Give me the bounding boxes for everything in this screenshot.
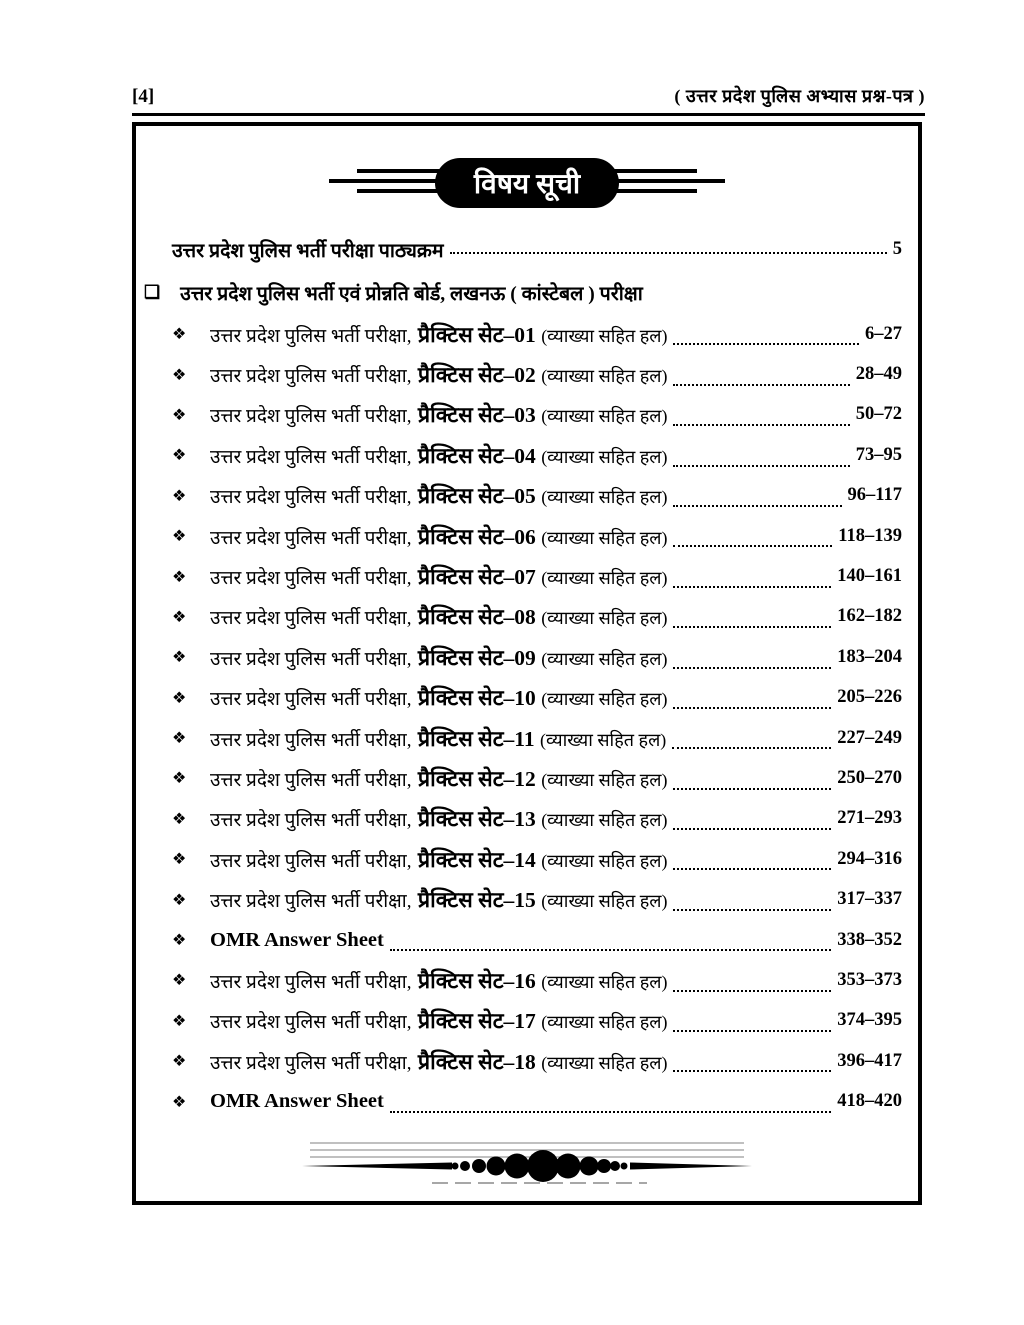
diamond-bullet-icon: ❖ (172, 730, 187, 748)
toc-entry-set-label: प्रैक्टिस सेट–04 (417, 443, 536, 468)
toc-item-set (136, 839, 918, 879)
toc-entry-pages: 418–420 (837, 1091, 902, 1112)
toc-entry-pages: 250–270 (837, 767, 902, 788)
diamond-bullet-icon: ❖ (172, 326, 187, 344)
toc-entry-text (210, 602, 667, 631)
toc-item-set (136, 516, 918, 556)
toc-item-set (136, 799, 918, 839)
toc-entry-prefix: उत्तर प्रदेश पुलिस भर्ती परीक्षा, (210, 1052, 412, 1074)
dotted-leader (673, 626, 831, 628)
toc-entry-prefix: उत्तर प्रदेश पुलिस भर्ती परीक्षा, (210, 891, 412, 913)
toc-entry-text (210, 764, 667, 793)
toc-intro-page: 5 (892, 239, 902, 259)
toc-entry-suffix: (व्याख्या सहित हल) (541, 1012, 668, 1033)
toc-item-set (136, 1041, 918, 1081)
toc-entry-set-label: प्रैक्टिस सेट–05 (417, 484, 536, 509)
toc-entry-suffix: (व्याख्या सहित हल) (541, 689, 668, 710)
dotted-leader (673, 586, 831, 588)
toc-entry-pages: 28–49 (855, 364, 902, 385)
toc-entry-text (210, 966, 667, 995)
toc-entry-set-label: प्रैक्टिस सेट–08 (417, 605, 536, 630)
toc-entry-pages: 96–117 (847, 485, 902, 506)
toc-entry-suffix: (व्याख्या सहित हल) (541, 568, 668, 589)
dotted-leader (673, 707, 831, 709)
toc-entry-text (210, 1047, 667, 1076)
dotted-leader (673, 505, 841, 507)
toc-entry-suffix: (व्याख्या सहित हल) (541, 487, 668, 508)
toc-section-text: उत्तर प्रदेश पुलिस भर्ती एवं प्रोन्नति बोर्ड, लखनऊ ( कांस्टेबल ) परीक्षा (180, 284, 643, 305)
dotted-leader (450, 252, 887, 254)
toc-entry-omr-title: OMR Answer Sheet (210, 1090, 384, 1113)
toc-entry-set-label: प्रैक्टिस सेट–15 (417, 888, 536, 913)
toc-item-set (136, 758, 918, 798)
toc-entry-set-label: प्रैक्टिस सेट–02 (417, 363, 536, 388)
dotted-leader (673, 1070, 831, 1072)
toc-entry-suffix: (व्याख्या सहित हल) (541, 648, 668, 669)
toc-item-set (136, 879, 918, 919)
toc-entry-prefix: उत्तर प्रदेश पुलिस भर्ती परीक्षा, (210, 325, 412, 347)
toc-entry-prefix: उत्तर प्रदेश पुलिस भर्ती परीक्षा, (210, 769, 412, 791)
toc-entry-suffix: (व्याख्या सहित हल) (541, 406, 668, 427)
toc-intro-entry (172, 236, 902, 263)
toc-item-omr (136, 1081, 918, 1121)
toc-entry-pages: 353–373 (837, 969, 902, 990)
toc-entry-prefix: उत्तर प्रदेश पुलिस भर्ती परीक्षा, (210, 568, 412, 590)
toc-entry-omr-title: OMR Answer Sheet (210, 928, 384, 951)
diamond-bullet-icon: ❖ (172, 487, 187, 505)
toc-entry-prefix: उत्तर प्रदेश पुलिस भर्ती परीक्षा, (210, 527, 412, 549)
toc-entry-suffix: (व्याख्या सहित हल) (540, 729, 667, 750)
page-title: विषय सूची (473, 169, 581, 200)
toc-entry-prefix: उत्तर प्रदेश पुलिस भर्ती परीक्षा, (210, 689, 412, 711)
toc-entry-pages: 271–293 (837, 808, 902, 829)
toc-entry-set-label: प्रैक्टिस सेट–09 (417, 645, 536, 670)
square-bullet-icon: ❏ (144, 282, 161, 302)
dotted-leader (673, 1030, 831, 1032)
toc-title-block (136, 154, 918, 212)
toc-item-set (136, 637, 918, 677)
dotted-leader (390, 1111, 831, 1113)
toc-entry-text (210, 441, 667, 470)
toc-entry-text (210, 400, 667, 429)
contents-box (132, 122, 922, 1205)
page-header (132, 84, 925, 116)
toc-entry-text (210, 929, 384, 952)
toc-entry-prefix: उत्तर प्रदेश पुलिस भर्ती परीक्षा, (210, 850, 412, 872)
toc-entry-prefix: उत्तर प्रदेश पुलिस भर्ती परीक्षा, (210, 1012, 412, 1034)
toc-entry-set-label: प्रैक्टिस सेट–13 (417, 807, 536, 832)
toc-entry-suffix: (व्याख्या सहित हल) (541, 1052, 668, 1073)
dotted-leader (673, 868, 831, 870)
divider-ornament-icon (302, 1138, 752, 1192)
diamond-bullet-icon: ❖ (172, 1053, 187, 1071)
toc-entry-suffix: (व्याख्या सहित हल) (541, 608, 668, 629)
toc-entry-text (210, 360, 667, 389)
toc-item-set (136, 678, 918, 718)
toc-entry-suffix: (व्याख्या सहित हल) (541, 810, 668, 831)
toc-entry-set-label: प्रैक्टिस सेट–06 (417, 524, 536, 549)
diamond-bullet-icon: ❖ (172, 851, 187, 869)
toc-entry-pages: 50–72 (855, 404, 902, 425)
toc-entry-text (210, 724, 666, 753)
toc-entry-pages: 73–95 (855, 444, 902, 465)
toc-entry-prefix: उत्तर प्रदेश पुलिस भर्ती परीक्षा, (210, 729, 412, 751)
toc-entry-text (210, 320, 667, 349)
toc-entry-text (210, 845, 667, 874)
diamond-bullet-icon: ❖ (172, 528, 187, 546)
toc-entry-set-label: प्रैक्टिस सेट–07 (417, 565, 536, 590)
toc-entry-pages: 6–27 (865, 323, 902, 344)
diamond-bullet-icon: ❖ (172, 810, 187, 828)
toc-entry-text (210, 683, 667, 712)
toc-entry-pages: 140–161 (837, 566, 902, 587)
toc-entry-prefix: उत्तर प्रदेश पुलिस भर्ती परीक्षा, (210, 487, 412, 509)
dotted-leader (673, 465, 849, 467)
diamond-bullet-icon: ❖ (172, 689, 187, 707)
dotted-leader (673, 788, 831, 790)
toc-section-heading (144, 279, 902, 306)
toc-entry-text (210, 643, 667, 672)
dotted-leader (673, 545, 832, 547)
toc-entry-set-label: प्रैक्टिस सेट–18 (417, 1049, 536, 1074)
toc-entry-set-label: प्रैक्टिस सेट–16 (417, 968, 536, 993)
diamond-bullet-icon: ❖ (172, 649, 187, 667)
toc-entry-prefix: उत्तर प्रदेश पुलिस भर्ती परीक्षा, (210, 648, 412, 670)
toc-item-omr (136, 920, 918, 960)
toc-item-set (136, 395, 918, 435)
toc-entry-text (210, 481, 667, 510)
dotted-leader (673, 343, 859, 345)
header-book-title: ( उत्तर प्रदेश पुलिस अभ्यास प्रश्न-पत्र ) (674, 86, 925, 106)
toc-entry-text (210, 1090, 384, 1113)
diamond-bullet-icon: ❖ (172, 932, 187, 950)
toc-entry-suffix: (व्याख्या सहित हल) (541, 891, 668, 912)
diamond-bullet-icon: ❖ (172, 770, 187, 788)
toc-entry-suffix: (व्याख्या सहित हल) (541, 325, 668, 346)
toc-item-set (136, 556, 918, 596)
toc-item-set (136, 718, 918, 758)
toc-entry-text (210, 1006, 667, 1035)
diamond-bullet-icon: ❖ (172, 406, 187, 424)
toc-entry-prefix: उत्तर प्रदेश पुलिस भर्ती परीक्षा, (210, 810, 412, 832)
toc-list (136, 314, 918, 1122)
toc-item-set (136, 1001, 918, 1041)
toc-intro-text: उत्तर प्रदेश पुलिस भर्ती परीक्षा पाठ्यक्रम (172, 241, 444, 262)
toc-entry-set-label: प्रैक्टिस सेट–14 (417, 847, 536, 872)
toc-entry-suffix: (व्याख्या सहित हल) (541, 527, 668, 548)
toc-entry-suffix: (व्याख्या सहित हल) (541, 971, 668, 992)
toc-entry-pages: 227–249 (837, 727, 902, 748)
toc-entry-pages: 118–139 (838, 525, 902, 546)
toc-item-set (136, 314, 918, 354)
dotted-leader (673, 424, 849, 426)
footer-divider (136, 1138, 918, 1192)
dotted-leader (673, 990, 831, 992)
toc-entry-suffix: (व्याख्या सहित हल) (541, 769, 668, 790)
dotted-leader (672, 747, 831, 749)
toc-title-ornament (327, 154, 727, 212)
page-number: [4] (132, 86, 155, 107)
toc-item-set (136, 960, 918, 1000)
diamond-bullet-icon: ❖ (172, 366, 187, 384)
diamond-bullet-icon: ❖ (172, 972, 187, 990)
diamond-bullet-icon: ❖ (172, 1093, 187, 1111)
toc-entry-suffix: (व्याख्या सहित हल) (541, 446, 668, 467)
toc-entry-pages: 374–395 (837, 1010, 902, 1031)
toc-item-set (136, 476, 918, 516)
dotted-leader (673, 384, 849, 386)
dotted-leader (673, 909, 831, 911)
toc-entry-prefix: उत्तर प्रदेश पुलिस भर्ती परीक्षा, (210, 366, 412, 388)
toc-entry-set-label: प्रैक्टिस सेट–17 (417, 1009, 536, 1034)
toc-entry-pages: 338–352 (837, 929, 902, 950)
toc-entry-suffix: (व्याख्या सहित हल) (541, 850, 668, 871)
toc-entry-set-label: प्रैक्टिस सेट–10 (417, 686, 536, 711)
toc-entry-set-label: प्रैक्टिस सेट–12 (417, 766, 536, 791)
toc-entry-text (210, 804, 667, 833)
toc-item-set (136, 354, 918, 394)
dotted-leader (673, 667, 831, 669)
toc-entry-pages: 205–226 (837, 687, 902, 708)
dotted-leader (673, 828, 831, 830)
toc-item-set (136, 435, 918, 475)
toc-entry-prefix: उत्तर प्रदेश पुलिस भर्ती परीक्षा, (210, 608, 412, 630)
toc-entry-pages: 162–182 (837, 606, 902, 627)
toc-entry-set-label: प्रैक्टिस सेट–11 (417, 726, 535, 751)
toc-entry-set-label: प्रैक्टिस सेट–03 (417, 403, 536, 428)
diamond-bullet-icon: ❖ (172, 568, 187, 586)
toc-entry-pages: 317–337 (837, 889, 902, 910)
toc-entry-pages: 183–204 (837, 646, 902, 667)
toc-entry-text (210, 885, 667, 914)
dotted-leader (390, 949, 831, 951)
diamond-bullet-icon: ❖ (172, 608, 187, 626)
toc-item-set (136, 597, 918, 637)
toc-entry-prefix: उत्तर प्रदेश पुलिस भर्ती परीक्षा, (210, 971, 412, 993)
diamond-bullet-icon: ❖ (172, 1012, 187, 1030)
diamond-bullet-icon: ❖ (172, 447, 187, 465)
toc-entry-pages: 396–417 (837, 1050, 902, 1071)
diamond-bullet-icon: ❖ (172, 891, 187, 909)
toc-entry-suffix: (व्याख्या सहित हल) (541, 366, 668, 387)
toc-entry-text (210, 522, 667, 551)
toc-entry-pages: 294–316 (837, 848, 902, 869)
toc-entry-set-label: प्रैक्टिस सेट–01 (417, 322, 536, 347)
toc-entry-prefix: उत्तर प्रदेश पुलिस भर्ती परीक्षा, (210, 406, 412, 428)
toc-entry-prefix: उत्तर प्रदेश पुलिस भर्ती परीक्षा, (210, 446, 412, 468)
toc-entry-text (210, 562, 667, 591)
